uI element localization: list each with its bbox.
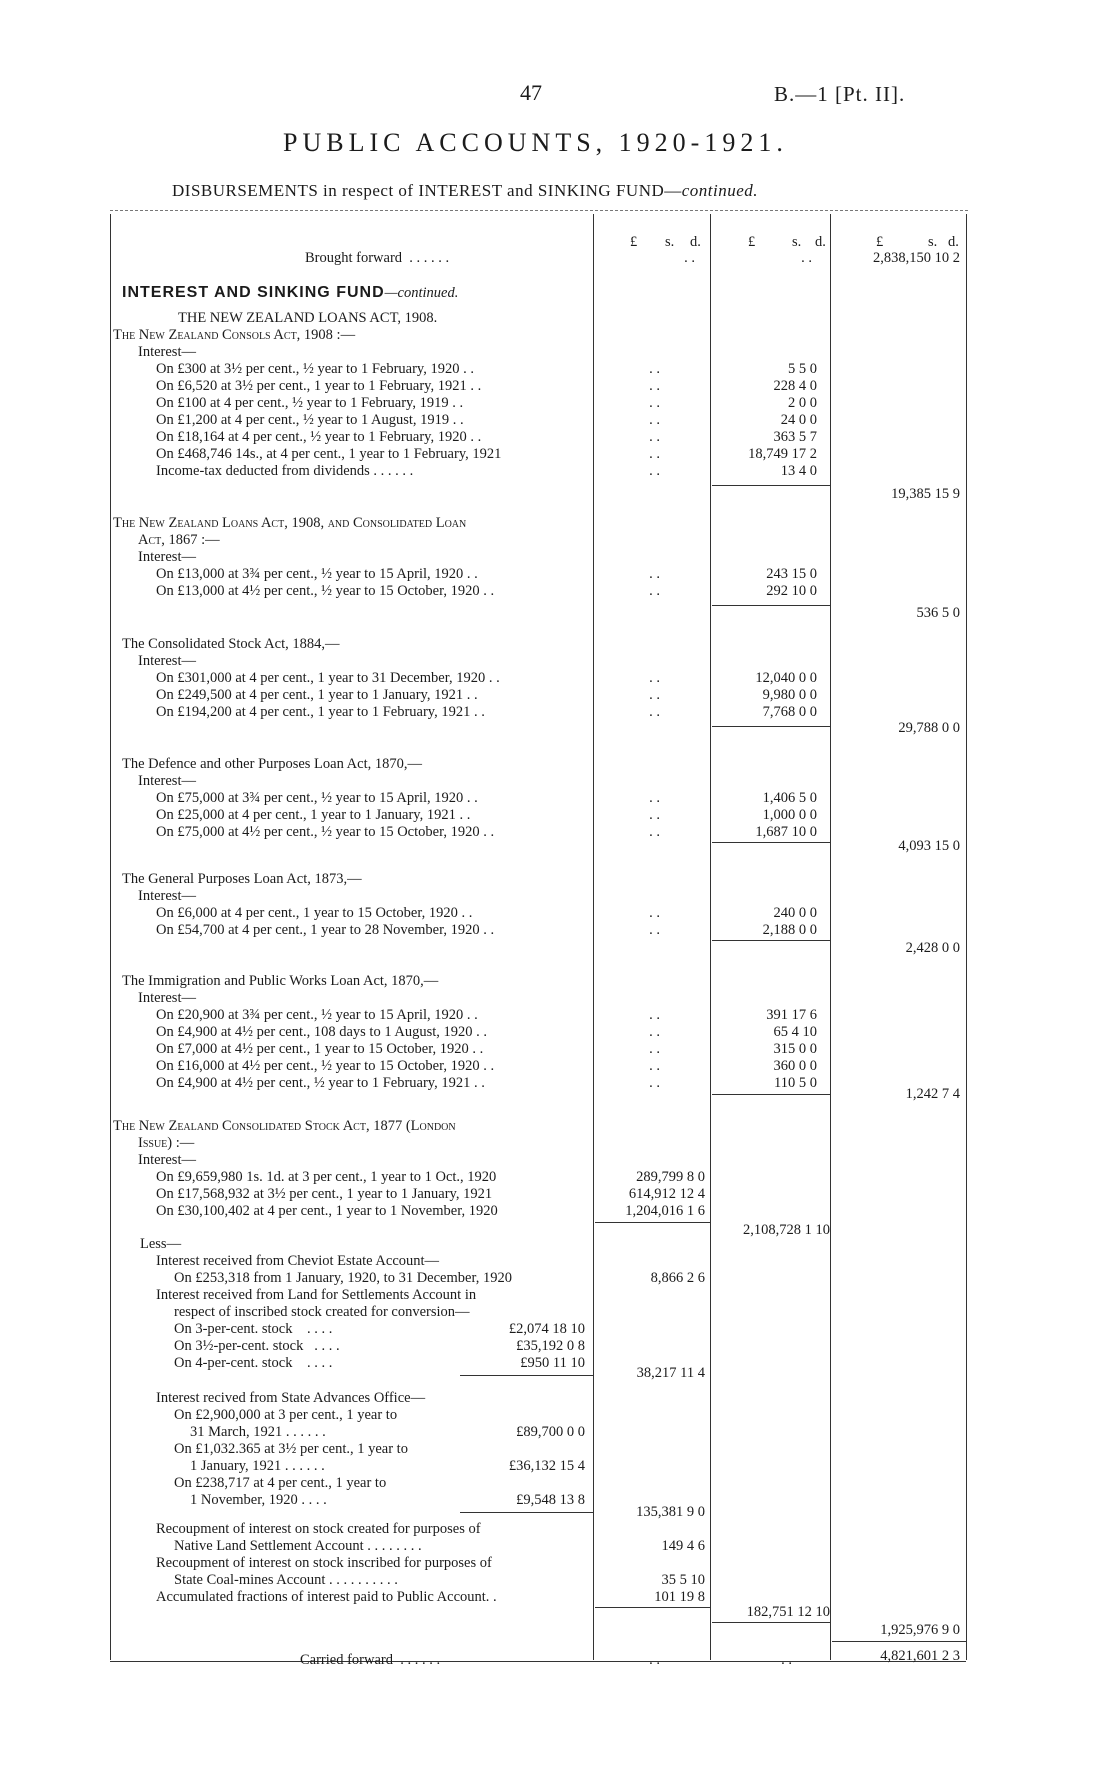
main-heading-bold: INTEREST AND SINKING FUND xyxy=(122,284,385,301)
subtotal-rule xyxy=(832,1641,966,1642)
c2-amount: 1,687 10 0 xyxy=(755,824,817,840)
table-left-border xyxy=(110,214,111,1660)
line-item: On £30,100,402 at 4 per cent., 1 year to 1 November, 1920 xyxy=(156,1203,498,1219)
state-row-amount: £36,132 15 4 xyxy=(508,1458,585,1474)
state-row-a: On £1,032.365 at 3½ per cent., 1 year to xyxy=(174,1441,408,1457)
interest-label: Interest— xyxy=(138,888,196,904)
act-title: The Consolidated Stock Act, 1884,— xyxy=(122,636,340,652)
c1-dots: . . xyxy=(649,583,660,599)
line-item: On £468,746 14s., at 4 per cent., 1 year to 1 February, 1921 xyxy=(156,446,502,462)
c1-dots: . . xyxy=(649,1041,660,1057)
line-item: On £1,200 at 4 per cent., ½ year to 1 August, 1919 . . xyxy=(156,412,464,428)
line-item: On £6,000 at 4 per cent., 1 year to 15 October, 1920 . . xyxy=(156,905,473,921)
c1-dots: . . xyxy=(649,670,660,686)
c1-dots: . . xyxy=(649,361,660,377)
state-line1: Interest recived from State Advances Office— xyxy=(156,1390,426,1406)
c2-amount: 1,000 0 0 xyxy=(762,807,817,823)
c1-dots: . . xyxy=(649,790,660,806)
land-row-label: On 3½-per-cent. stock xyxy=(174,1338,304,1354)
land-row-amount: £950 11 10 xyxy=(520,1355,585,1371)
main-heading-continued: —continued. xyxy=(384,285,459,301)
c2-amount: 391 17 6 xyxy=(766,1007,817,1023)
c2-amount: 18,749 17 2 xyxy=(748,446,817,462)
london-interest-total: 2,108,728 1 10 xyxy=(743,1222,830,1238)
act-total: 2,428 0 0 xyxy=(905,940,960,956)
col2-pence-header: d. xyxy=(815,234,826,250)
act-title: The Immigration and Public Works Loan Act, 1870,— xyxy=(122,973,439,989)
col1-pence-header: d. xyxy=(690,234,701,250)
c1-dots: . . xyxy=(649,1007,660,1023)
subtotal-rule xyxy=(712,1094,830,1095)
line-item: On £13,000 at 4½ per cent., ½ year to 15 October, 1920 . . xyxy=(156,583,495,599)
land-row xyxy=(174,1355,332,1372)
interest-label: Interest— xyxy=(138,344,196,360)
line-item: On £13,000 at 3¾ per cent., ½ year to 15 April, 1920 . . xyxy=(156,566,478,582)
recoup1-line2: Native Land Settlement Account . . . . . . . . xyxy=(174,1538,422,1554)
c2-amount: 9,980 0 0 xyxy=(762,687,817,703)
brought-forward-c1: . . xyxy=(684,250,695,266)
act-total: 1,242 7 4 xyxy=(905,1086,960,1102)
land-row-dots: . . . . xyxy=(314,1338,340,1354)
land-row-amount: £35,192 0 8 xyxy=(516,1338,585,1354)
state-row-b: 1 November, 1920 . . . . xyxy=(190,1492,327,1508)
fractions-line1: Accumulated fractions of interest paid to Public Account. . xyxy=(156,1589,497,1605)
c2-amount: 243 15 0 xyxy=(766,566,817,582)
main-heading xyxy=(122,284,458,302)
c1-dots: . . xyxy=(649,378,660,394)
line-item: Income-tax deducted from dividends . . . . . . xyxy=(156,463,414,479)
cheviot-line2: On £253,318 from 1 January, 1920, to 31 December, 1920 xyxy=(174,1270,512,1286)
recoup1-amount: 149 4 6 xyxy=(661,1538,705,1554)
act-title: The New Zealand Loans Act, 1908, and Consolidated Loan xyxy=(113,515,467,531)
carried-forward-text: Carried forward xyxy=(300,1652,393,1668)
act-title: The New Zealand Consolidated Stock Act, 1877 (London xyxy=(113,1118,456,1134)
cheviot-amount: 8,866 2 6 xyxy=(650,1270,705,1286)
carried-forward-dots: . . . . . . xyxy=(400,1652,441,1668)
fractions-amount: 101 19 8 xyxy=(654,1589,705,1605)
act-total: 536 5 0 xyxy=(916,605,960,621)
line-item: On £16,000 at 4½ per cent., ½ year to 15 October, 1920 . . xyxy=(156,1058,495,1074)
line-item: On £25,000 at 4 per cent., 1 year to 1 January, 1921 . . xyxy=(156,807,471,823)
subheading: THE NEW ZEALAND LOANS ACT, 1908. xyxy=(178,310,438,326)
page-title: PUBLIC ACCOUNTS, 1920-1921. xyxy=(283,128,788,157)
brought-forward-c3: 2,838,150 10 2 xyxy=(873,250,960,266)
act-title-continued: Issue) :— xyxy=(138,1135,195,1151)
recoup2-amount: 35 5 10 xyxy=(661,1572,705,1588)
col2-shillings-header: s. xyxy=(792,234,802,250)
c2-amount: 360 0 0 xyxy=(773,1058,817,1074)
c1-dots: . . xyxy=(649,463,660,479)
interest-label: Interest— xyxy=(138,1152,196,1168)
c2-amount: 292 10 0 xyxy=(766,583,817,599)
column-divider-1 xyxy=(593,214,594,1660)
line-item: On £54,700 at 4 per cent., 1 year to 28 November, 1920 . . xyxy=(156,922,495,938)
subtotal-rule xyxy=(595,1222,710,1223)
carried-forward-c3: 4,821,601 2 3 xyxy=(880,1648,960,1664)
carried-forward-label xyxy=(300,1652,440,1669)
land-line1: Interest received from Land for Settlements Account in xyxy=(156,1287,477,1303)
subtotal-rule xyxy=(712,726,830,727)
line-item: On £9,659,980 1s. 1d. at 3 per cent., 1 year to 1 Oct., 1920 xyxy=(156,1169,497,1185)
recoup2-line1: Recoupment of interest on stock inscribed for purposes of xyxy=(156,1555,492,1571)
carried-forward-c2: . . xyxy=(781,1652,792,1668)
c1-dots: . . xyxy=(649,566,660,582)
c2-amount: 2,188 0 0 xyxy=(762,922,817,938)
recoup1-line1: Recoupment of interest on stock created for purposes of xyxy=(156,1521,481,1537)
line-item: On £20,900 at 3¾ per cent., ½ year to 15 April, 1920 . . xyxy=(156,1007,478,1023)
interest-label: Interest— xyxy=(138,990,196,1006)
c1-dots: . . xyxy=(649,687,660,703)
c2-amount: 110 5 0 xyxy=(774,1075,817,1091)
land-row xyxy=(174,1338,340,1355)
line-item: On £100 at 4 per cent., ½ year to 1 February, 1919 . . xyxy=(156,395,464,411)
col3-pounds-header: £ xyxy=(876,234,884,250)
c1-dots: . . xyxy=(649,704,660,720)
c1-dots: . . xyxy=(649,429,660,445)
col1-shillings-header: s. xyxy=(665,234,675,250)
column-divider-2 xyxy=(710,214,711,1660)
subtitle-continued: continued. xyxy=(681,181,759,200)
line-item: On £301,000 at 4 per cent., 1 year to 31 December, 1920 . . xyxy=(156,670,500,686)
c2-amount: 65 4 10 xyxy=(773,1024,817,1040)
c2-amount: 2 0 0 xyxy=(788,395,817,411)
act-title: The General Purposes Loan Act, 1873,— xyxy=(122,871,362,887)
c1-dots: . . xyxy=(649,446,660,462)
column-divider-3 xyxy=(830,214,831,1660)
table-top-rule xyxy=(110,210,968,211)
london-net-total: 1,925,976 9 0 xyxy=(880,1622,960,1638)
line-item: On £194,200 at 4 per cent., 1 year to 1 February, 1921 . . xyxy=(156,704,485,720)
subtitle-main: DISBURSEMENTS in respect of INTEREST and SINKING FUND— xyxy=(172,181,682,200)
state-row-a: On £2,900,000 at 3 per cent., 1 year to xyxy=(174,1407,398,1423)
line-item: On £6,520 at 3½ per cent., 1 year to 1 February, 1921 . . xyxy=(156,378,482,394)
act-total: 4,093 15 0 xyxy=(898,838,960,854)
page-subtitle xyxy=(172,181,758,201)
subtotal-rule xyxy=(595,1607,710,1608)
act-total: 29,788 0 0 xyxy=(898,720,960,736)
land-row-label: On 3-per-cent. stock xyxy=(174,1321,293,1337)
line-item: On £17,568,932 at 3½ per cent., 1 year to 1 January, 1921 xyxy=(156,1186,493,1202)
state-total: 135,381 9 0 xyxy=(636,1504,705,1520)
subtotal-rule xyxy=(712,842,830,843)
interest-label: Interest— xyxy=(138,549,196,565)
line-item: On £4,900 at 4½ per cent., 108 days to 1 August, 1920 . . xyxy=(156,1024,488,1040)
c2-amount: 240 0 0 xyxy=(773,905,817,921)
line-item: On £75,000 at 3¾ per cent., ½ year to 15 April, 1920 . . xyxy=(156,790,478,806)
c2-amount: 363 5 7 xyxy=(773,429,817,445)
line-item: On £18,164 at 4 per cent., ½ year to 1 February, 1920 . . xyxy=(156,429,482,445)
carried-forward-c1: . . xyxy=(649,1652,660,1668)
state-row-b: 1 January, 1921 . . . . . . xyxy=(190,1458,325,1474)
land-row-dots: . . . . xyxy=(307,1321,333,1337)
c2-amount: 1,406 5 0 xyxy=(762,790,817,806)
c2-amount: 7,768 0 0 xyxy=(762,704,817,720)
subtotal-rule xyxy=(712,485,830,486)
cheviot-line1: Interest received from Cheviot Estate Account— xyxy=(156,1253,440,1269)
subtotal-rule xyxy=(712,605,830,606)
subtotal-rule xyxy=(460,1512,593,1513)
c2-amount: 24 0 0 xyxy=(780,412,817,428)
land-row-label: On 4-per-cent. stock xyxy=(174,1355,293,1371)
less-label: Less— xyxy=(140,1236,182,1252)
col2-pounds-header: £ xyxy=(748,234,756,250)
interest-label: Interest— xyxy=(138,773,196,789)
c2-amount: 12,040 0 0 xyxy=(755,670,817,686)
interest-label: Interest— xyxy=(138,653,196,669)
page-number: 47 xyxy=(520,80,542,105)
col3-pence-header: d. xyxy=(948,234,959,250)
state-row-amount: £89,700 0 0 xyxy=(516,1424,585,1440)
less-total: 182,751 12 10 xyxy=(746,1604,830,1620)
state-row-a: On £238,717 at 4 per cent., 1 year to xyxy=(174,1475,387,1491)
act-title-continued: Act, 1867 :— xyxy=(138,532,220,548)
land-row xyxy=(174,1321,332,1338)
col3-shillings-header: s. xyxy=(928,234,938,250)
act-title: The Defence and other Purposes Loan Act, 1870,— xyxy=(122,756,422,772)
c1-dots: . . xyxy=(649,1058,660,1074)
recoup2-line2: State Coal-mines Account . . . . . . . . . . xyxy=(174,1572,398,1588)
state-row-amount: £9,548 13 8 xyxy=(516,1492,585,1508)
c2-amount: 13 4 0 xyxy=(780,463,817,479)
state-row-b: 31 March, 1921 . . . . . . xyxy=(190,1424,326,1440)
line-item: On £249,500 at 4 per cent., 1 year to 1 January, 1921 . . xyxy=(156,687,478,703)
land-row-dots: . . . . xyxy=(307,1355,333,1371)
line-item: On £300 at 3½ per cent., ½ year to 1 February, 1920 . . xyxy=(156,361,474,377)
c1-amount: 614,912 12 4 xyxy=(628,1186,705,1202)
subtotal-rule xyxy=(712,940,830,941)
act-title: The New Zealand Consols Act, 1908 :— xyxy=(113,327,356,343)
line-item: On £4,900 at 4½ per cent., ½ year to 1 February, 1921 . . xyxy=(156,1075,485,1091)
c1-dots: . . xyxy=(649,395,660,411)
c2-amount: 5 5 0 xyxy=(788,361,817,377)
c2-amount: 228 4 0 xyxy=(773,378,817,394)
brought-forward-dots: . . . . . . xyxy=(409,250,450,266)
c1-amount: 1,204,016 1 6 xyxy=(625,1203,705,1219)
c1-dots: . . xyxy=(649,412,660,428)
brought-forward-text: Brought forward xyxy=(305,250,403,266)
land-line2: respect of inscribed stock created for conversion— xyxy=(174,1304,470,1320)
c2-amount: 315 0 0 xyxy=(773,1041,817,1057)
subtotal-rule xyxy=(712,1622,830,1623)
land-row-amount: £2,074 18 10 xyxy=(508,1321,585,1337)
c1-dots: . . xyxy=(649,824,660,840)
c1-dots: . . xyxy=(649,922,660,938)
table-right-border xyxy=(966,214,967,1660)
brought-forward-c2: . . xyxy=(801,250,812,266)
brought-forward-label xyxy=(305,250,449,267)
line-item: On £75,000 at 4½ per cent., ½ year to 15 October, 1920 . . xyxy=(156,824,495,840)
c1-dots: . . xyxy=(649,1024,660,1040)
c1-dots: . . xyxy=(649,807,660,823)
subtotal-rule xyxy=(460,1375,593,1376)
c1-dots: . . xyxy=(649,905,660,921)
line-item: On £7,000 at 4½ per cent., 1 year to 15 October, 1920 . . xyxy=(156,1041,484,1057)
section-reference: B.—1 [Pt. II]. xyxy=(774,82,906,106)
col1-pounds-header: £ xyxy=(630,234,638,250)
c1-dots: . . xyxy=(649,1075,660,1091)
land-total: 38,217 11 4 xyxy=(636,1365,705,1381)
act-total: 19,385 15 9 xyxy=(891,486,960,502)
c1-amount: 289,799 8 0 xyxy=(636,1169,705,1185)
